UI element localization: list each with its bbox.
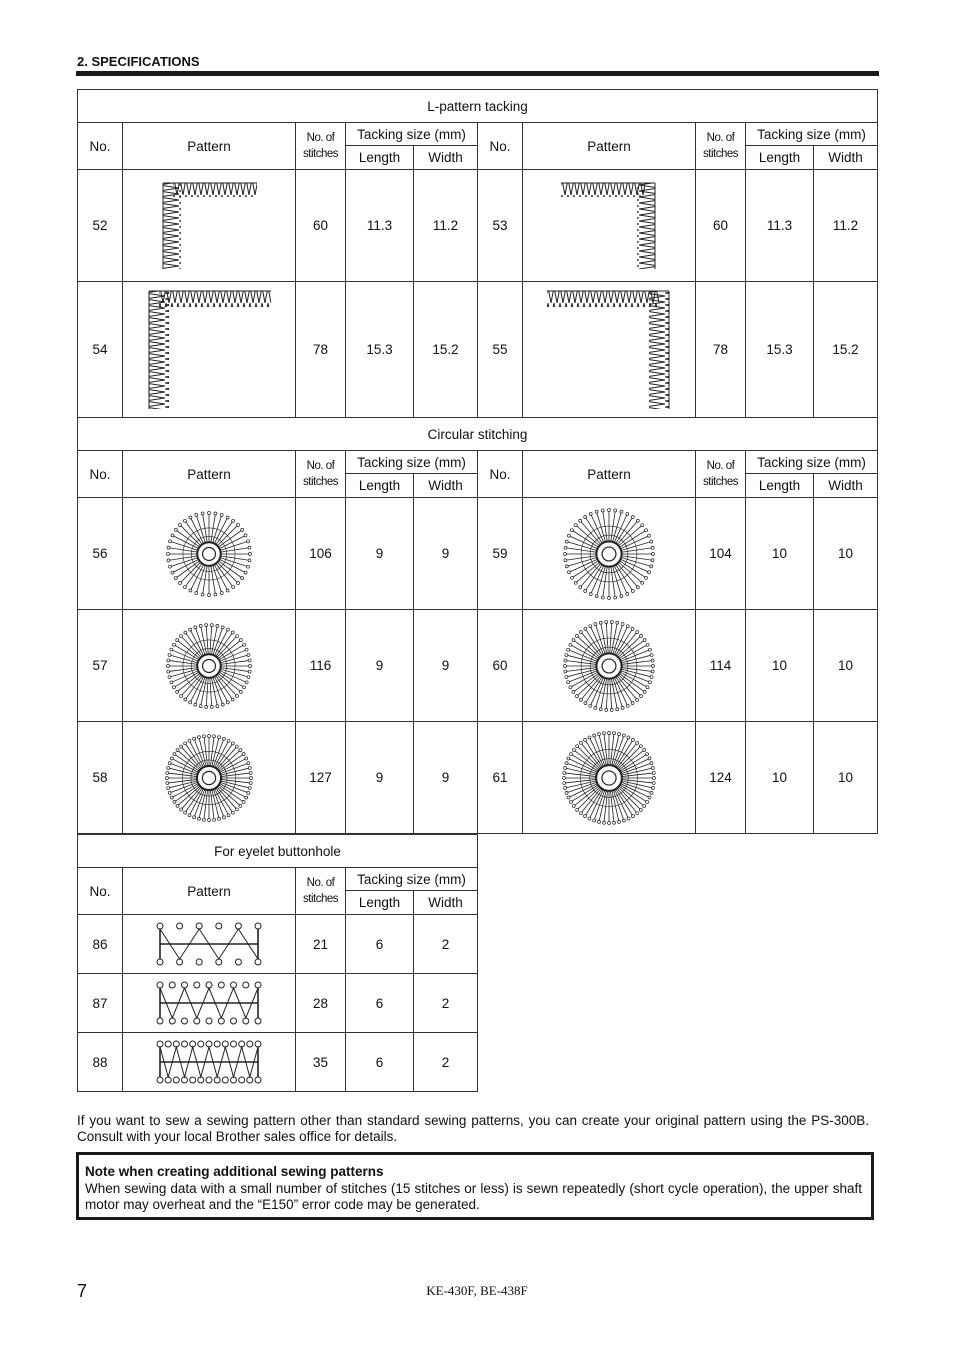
pattern-cell (123, 915, 296, 974)
tacking-width: 10 (814, 498, 878, 610)
table-row (78, 170, 878, 282)
eyelet-buttonhole-table (77, 834, 478, 1092)
tacking-width: 9 (414, 498, 478, 610)
pattern-number: 52 (78, 170, 123, 282)
table-row (78, 1033, 478, 1092)
stitch-count: 60 (696, 170, 746, 282)
column-header-length: Length (346, 474, 414, 498)
column-header-no: No. (478, 123, 523, 170)
stitch-count: 21 (296, 915, 346, 974)
page-number: 7 (77, 1281, 88, 1301)
circular-stitch-icon (162, 731, 256, 825)
pattern-cell (123, 170, 296, 282)
tacking-width: 2 (414, 915, 478, 974)
section-heading: 2. SPECIFICATIONS (77, 54, 200, 69)
column-header-length: Length (346, 146, 414, 170)
table-row (78, 722, 878, 834)
pattern-cell (123, 498, 296, 610)
stitch-count: 114 (696, 610, 746, 722)
tacking-length: 10 (746, 722, 814, 834)
pattern-cell (123, 722, 296, 834)
table-row (78, 610, 878, 722)
l-pattern-mirrored-icon (545, 287, 673, 413)
column-header-no: No. (478, 451, 523, 498)
pattern-cell (523, 722, 696, 834)
pattern-number: 58 (78, 722, 123, 834)
stitch-count: 104 (696, 498, 746, 610)
column-header-length: Length (746, 474, 814, 498)
tacking-length: 15.3 (346, 282, 414, 418)
column-header-no: No. (78, 451, 123, 498)
column-header-tacking: Tacking size (mm) (346, 451, 478, 474)
column-header-width: Width (414, 146, 478, 170)
tacking-length: 10 (746, 498, 814, 610)
column-header-length: Length (346, 891, 414, 915)
tacking-length: 9 (346, 610, 414, 722)
pattern-number: 61 (478, 722, 523, 834)
pattern-number: 56 (78, 498, 123, 610)
pattern-cell (523, 282, 696, 418)
pattern-cell (123, 1033, 296, 1092)
pattern-cell (523, 610, 696, 722)
tacking-length: 6 (346, 974, 414, 1033)
pattern-cell (123, 282, 296, 418)
pattern-cell (123, 974, 296, 1033)
pattern-cell (123, 610, 296, 722)
pattern-number: 57 (78, 610, 123, 722)
circular-stitch-icon (560, 617, 658, 715)
l-pattern-table (77, 89, 878, 418)
tacking-length: 9 (346, 498, 414, 610)
pattern-number: 86 (78, 915, 123, 974)
column-header-pattern: Pattern (123, 868, 296, 915)
tacking-length: 6 (346, 915, 414, 974)
stitch-count: 127 (296, 722, 346, 834)
column-header-stitches: No. of stitches (696, 451, 746, 498)
column-header-tacking: Tacking size (mm) (746, 451, 878, 474)
tacking-width: 15.2 (414, 282, 478, 418)
circular-stitch-icon (163, 620, 255, 712)
tacking-width: 15.2 (814, 282, 878, 418)
pattern-number: 55 (478, 282, 523, 418)
model-footer: KE-430F, BE-438F (426, 1283, 528, 1298)
tacking-width: 10 (814, 722, 878, 834)
column-header-stitches: No. of stitches (296, 868, 346, 915)
pattern-number: 60 (478, 610, 523, 722)
pattern-number: 59 (478, 498, 523, 610)
stitch-count: 106 (296, 498, 346, 610)
table-row (78, 498, 878, 610)
column-header-pattern: Pattern (523, 451, 696, 498)
pattern-cell (523, 498, 696, 610)
column-header-width: Width (814, 474, 878, 498)
circular-stitch-icon (560, 505, 658, 603)
tacking-width: 11.2 (414, 170, 478, 282)
column-header-pattern: Pattern (523, 123, 696, 170)
column-header-no: No. (78, 123, 123, 170)
warning-box (76, 1152, 874, 1220)
custom-pattern-note: If you want to sew a sewing pattern other than standard sewing patterns, you can create your original pattern using the PS-300B. Consult with your local Brother sales office for details. (77, 1113, 869, 1144)
column-header-stitches: No. of stitches (296, 451, 346, 498)
l-pattern-icon (159, 179, 259, 273)
stitch-count: 28 (296, 974, 346, 1033)
heading-rule (76, 71, 879, 76)
pattern-cell (523, 170, 696, 282)
circular-stitch-icon (163, 508, 255, 600)
tacking-width: 11.2 (814, 170, 878, 282)
column-header-length: Length (746, 146, 814, 170)
column-header-pattern: Pattern (123, 123, 296, 170)
column-header-tacking: Tacking size (mm) (346, 123, 478, 146)
tacking-width: 9 (414, 722, 478, 834)
stitch-count: 78 (696, 282, 746, 418)
tacking-length: 10 (746, 610, 814, 722)
column-header-stitches: No. of stitches (296, 123, 346, 170)
pattern-number: 87 (78, 974, 123, 1033)
table-title: L-pattern tacking (78, 90, 878, 123)
column-header-tacking: Tacking size (mm) (746, 123, 878, 146)
stitch-count: 116 (296, 610, 346, 722)
circular-stitch-icon (559, 728, 659, 828)
table-row (78, 282, 878, 418)
l-pattern-mirrored-icon (559, 179, 659, 273)
stitch-count: 35 (296, 1033, 346, 1092)
table-row (78, 974, 478, 1033)
eyelet-bartack-icon (154, 980, 264, 1026)
column-header-stitches: No. of stitches (696, 123, 746, 170)
pattern-number: 54 (78, 282, 123, 418)
warning-body: When sewing data with a small number of stitches (15 stitches or less) is sewn repeatedly (short cycle operation), the upper shaft motor may overheat and the “E150” error code may be generated. (85, 1181, 862, 1212)
table-title: Circular stitching (78, 418, 878, 451)
pattern-number: 53 (478, 170, 523, 282)
tacking-width: 2 (414, 1033, 478, 1092)
table-row (78, 915, 478, 974)
table-title: For eyelet buttonhole (78, 835, 478, 868)
tacking-length: 11.3 (346, 170, 414, 282)
column-header-width: Width (414, 891, 478, 915)
stitch-count: 124 (696, 722, 746, 834)
column-header-no: No. (78, 868, 123, 915)
tacking-width: 9 (414, 610, 478, 722)
eyelet-bartack-icon (154, 921, 264, 967)
warning-title: Note when creating additional sewing patterns (85, 1164, 384, 1179)
tacking-length: 11.3 (746, 170, 814, 282)
stitch-count: 78 (296, 282, 346, 418)
tacking-length: 15.3 (746, 282, 814, 418)
column-header-width: Width (814, 146, 878, 170)
pattern-number: 88 (78, 1033, 123, 1092)
eyelet-bartack-icon (154, 1039, 264, 1085)
tacking-length: 9 (346, 722, 414, 834)
l-pattern-icon (145, 287, 273, 413)
tacking-length: 6 (346, 1033, 414, 1092)
column-header-pattern: Pattern (123, 451, 296, 498)
column-header-tacking: Tacking size (mm) (346, 868, 478, 891)
circular-stitching-table (77, 417, 878, 834)
stitch-count: 60 (296, 170, 346, 282)
column-header-width: Width (414, 474, 478, 498)
tacking-width: 2 (414, 974, 478, 1033)
tacking-width: 10 (814, 610, 878, 722)
